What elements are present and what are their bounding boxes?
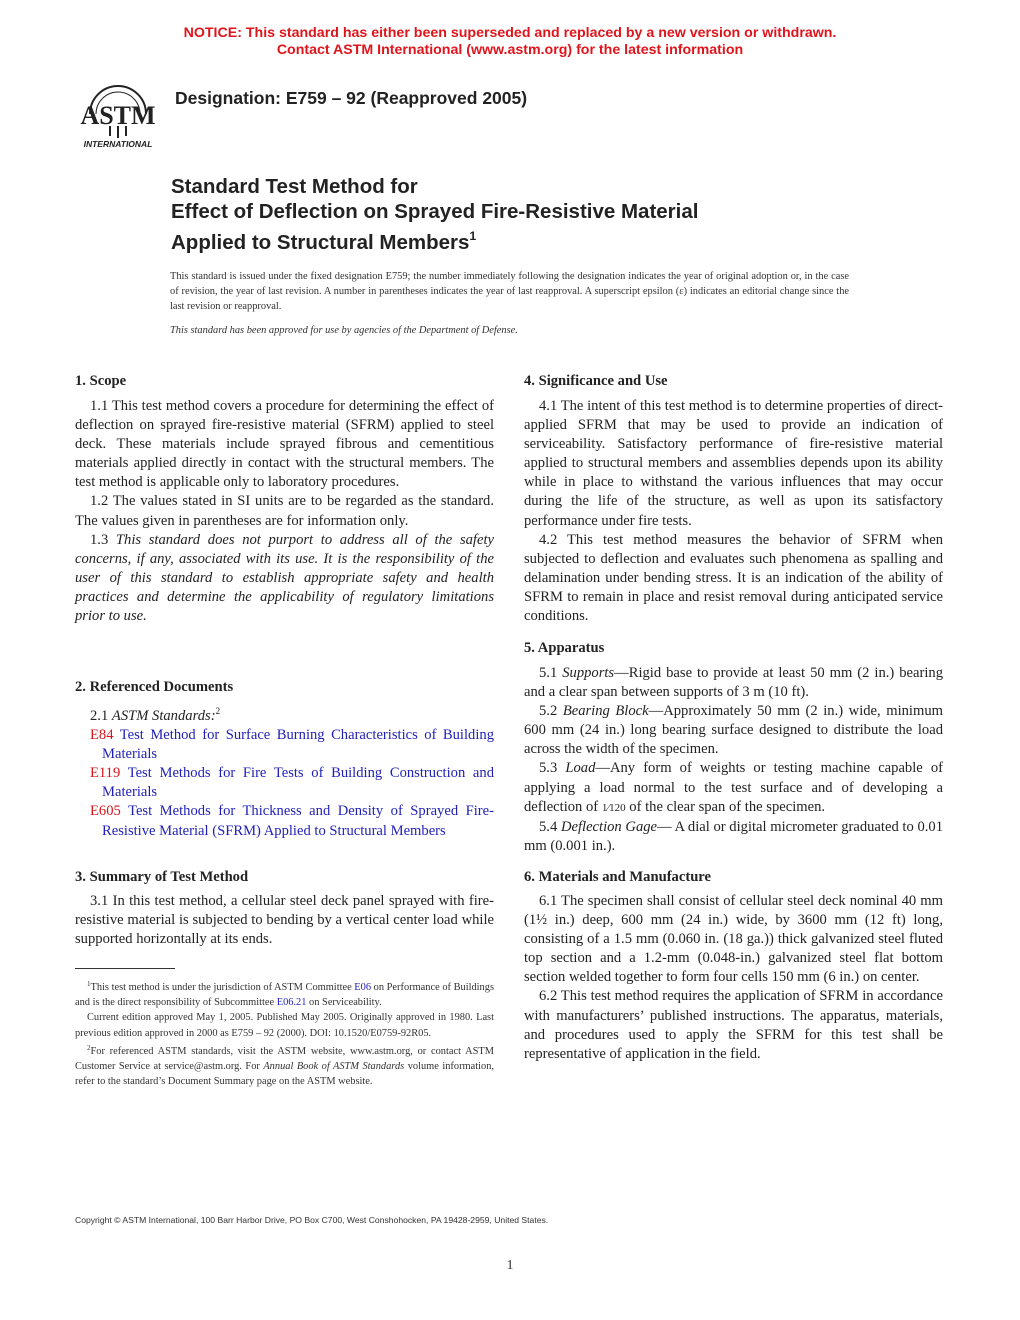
section-2-body <box>75 702 494 841</box>
para-4-2: 4.2 This test method measures the behavior of SFRM when subjected to deflection and evaluates such phenomena as spalling and delamination under bending stress. It is an indication of the ability of SFRM to remain in place and resist removal during anticipated service conditions. <box>524 531 943 625</box>
reference-e84[interactable]: E84 Test Method for Surface Burning Characteristics of Building Materials <box>90 727 494 763</box>
section-6-body <box>524 892 943 1064</box>
section-1-body <box>75 397 494 626</box>
footnote-link-e06[interactable]: E06 <box>354 982 372 993</box>
approved-note: This standard has been approved for use by agencies of the Department of Defense. <box>170 325 518 336</box>
section-2-heading: 2. Referenced Documents <box>75 679 234 695</box>
copyright: Copyright © ASTM International, 100 Barr Harbor Drive, PO Box C700, West Conshohocken, PA 19428-2959, United States. <box>75 1215 549 1225</box>
section-3-heading: 3. Summary of Test Method <box>75 869 249 885</box>
para-6-1: 6.1 The specimen shall consist of cellular steel deck nominal 40 mm (1½ in.) deep, 600 mm (24 in.) wide, by 3600 mm (12 ft) long, consisting of a 1.5 mm (0.060 in. (18 ga.)) thick galvanized steel fluted top section and a 1.2-mm (0.048-in.) galvanized steel flat bottom section welded together to form four cells 150 mm (6 in.) on center. <box>524 893 943 986</box>
para-5-2: 5.2 Bearing Block—Approximately 50 mm (2 in.) wide, minimum 600 mm (24 in.) long bearing surface designed to distribute the load across the width of the specimen. <box>524 703 943 758</box>
title-line-2: Effect of Deflection on Sprayed Fire-Resistive Material <box>171 200 699 223</box>
para-3-1: 3.1 In this test method, a cellular steel deck panel sprayed with fire-resistive material is subjected to bending by a vertical center load while supported horizontally at its ends. <box>75 893 494 948</box>
section-5-heading: 5. Apparatus <box>524 640 605 656</box>
designation: Designation: E759 – 92 (Reapproved 2005) <box>175 88 528 108</box>
footnote-1: $^1$This test method is under the jurisdiction of ASTM Committee E06 on Performance of Buildings and is the direct responsibility of Subcommittee E06.21 on Serviceability. <box>75 980 494 1009</box>
para-2-1: 2.1 ASTM Standards:$^2$ <box>90 706 221 724</box>
title-line-3: Applied to Structural Members$^1$ <box>171 229 477 254</box>
section-1-heading: 1. Scope <box>75 373 127 389</box>
title-footnote-mark: 1 <box>469 229 477 243</box>
footnote-link-e06-21[interactable]: E06.21 <box>276 997 307 1009</box>
para-6-2: 6.2 This test method requires the application of SFRM in accordance with manufacturers’ published instructions. The apparatus, materials, and procedures used to apply the SFRM for this test shall be representative of application in the field. <box>524 988 943 1062</box>
footnotes <box>75 977 494 1089</box>
notice-line-1: NOTICE: This standard has either been superseded and replaced by a new version or withdrawn. <box>183 25 837 41</box>
notice-line-2: Contact ASTM International (www.astm.org) for the latest information <box>276 42 744 58</box>
para-1-2: 1.2 The values stated in SI units are to be regarded as the standard. The values given in parentheses are for information only. <box>75 493 494 529</box>
logo-caption: INTERNATIONAL <box>83 139 153 149</box>
footnote-2: $^2$For referenced ASTM standards, visit the ASTM website, www.astm.org, or contact ASTM Customer Service at service@astm.org. For Annual Book of ASTM Standards volume information, refer to the standard’s Document Summary page on the ASTM website. <box>75 1043 494 1088</box>
para-1-3: 1.3 This standard does not purport to address all of the safety concerns, if any, associated with its use. It is the responsibility of the user of this standard to establish appropriate safety and health practices and determine the applicability of regulatory limitations prior to use. <box>75 531 494 625</box>
section-4-body <box>524 397 943 626</box>
section-3-body <box>75 892 494 949</box>
reference-e119[interactable]: E119 Test Methods for Fire Tests of Building Construction and Materials <box>90 765 494 801</box>
reference-e605[interactable]: E605 Test Methods for Thickness and Density of Sprayed Fire-Resistive Material (SFRM) Applied to Structural Members <box>90 803 494 839</box>
section-6-heading: 6. Materials and Manufacture <box>524 869 711 885</box>
para-5-3: 5.3 Load—Any form of weights or testing machine capable of applying a load normal to the test surface and of developing a deflection of 1⁄120 of the clear span of the specimen. <box>524 760 943 815</box>
astm-logo <box>76 74 160 150</box>
para-1-1: 1.1 This test method covers a procedure for determining the effect of deflection on sprayed fire-resistive material (SFRM) applied to steel deck. These materials include sprayed fibrous and cementitious materials applied directly in contact with the structural members. The test method is applicable only to laboratory procedures. <box>75 398 494 491</box>
title-line-1: Standard Test Method for <box>171 175 418 198</box>
issued-note: This standard is issued under the fixed designation E759; the number immediately following the designation indicates the year of original adoption or, in the case of revision, the year of last revision. A number in parentheses indicates the year of last reapproval. A superscript epsilon (ε) indicates an editorial change since the last revision or reapproval. <box>170 271 849 312</box>
page-number: 1 <box>506 1258 514 1273</box>
para-5-4: 5.4 Deflection Gage— A dial or digital micrometer graduated to 0.01 mm (0.001 in.). <box>524 818 943 854</box>
footnote-1-edition: Current edition approved May 1, 2005. Published May 2005. Originally approved in 1980. Last previous edition approved in 2000 as E759 – 92 (2000). DOI: 10.1520/E0759-92R05. <box>75 1012 494 1039</box>
section-4-heading: 4. Significance and Use <box>524 373 668 389</box>
section-5-body <box>524 664 943 856</box>
para-4-1: 4.1 The intent of this test method is to determine properties of direct-applied SFRM that may be used to provide an indication of serviceability. Satisfactory performance of fire-resistive material applied to structural members and assemblies depends upon its ability while in place to withstand the various influences that may occur during the life of the structure, as well as upon its satisfactory performance under fire tests. <box>524 398 943 529</box>
logo-letters: ASTM <box>80 101 156 130</box>
para-5-1: 5.1 Supports—Rigid base to provide at least 50 mm (2 in.) bearing and a clear span between supports of 3 m (10 ft). <box>524 665 943 701</box>
footnote-rule <box>75 968 175 969</box>
